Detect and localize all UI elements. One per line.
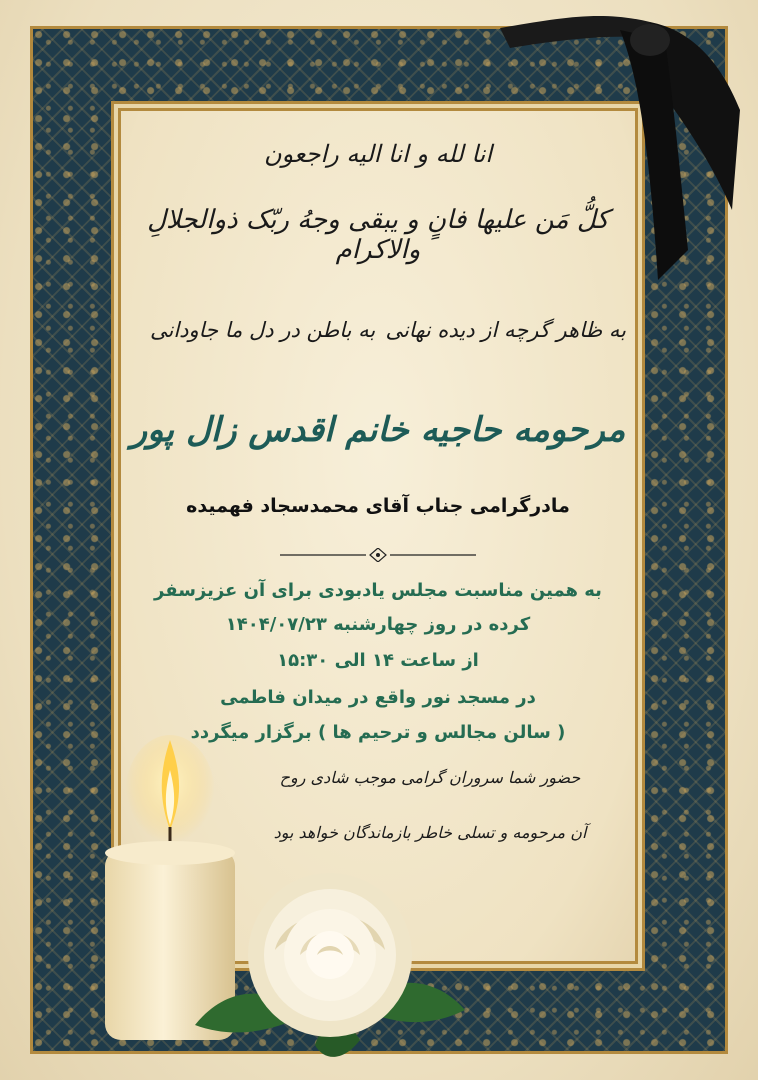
deceased-name: مرحومه حاجیه خانم اقدس زال پور <box>130 410 626 450</box>
poem <box>130 318 626 358</box>
poem-right-hemistich: به ظاهر گرچه از دیده نهانی <box>385 318 626 342</box>
closing-line-1: حضور شما سروران گرامی موجب شادی روح <box>279 768 581 787</box>
closing-line-2: آن مرحومه و تسلی خاطر بازماندگان خواهد بود <box>273 823 587 842</box>
details-line-5: ( سالن مجالس و ترحیم ها ) برگزار میگردد <box>190 722 566 743</box>
white-rose-icon <box>195 855 465 1070</box>
details-line-4: در مسجد نور واقع در میدان فاطمی <box>220 687 536 708</box>
quran-verse-1: انا لله و انا الیه راجعون <box>264 140 492 168</box>
details-line-3: از ساعت ۱۴ الی ۱۵:۳۰ <box>277 650 479 671</box>
relation-line: مادرگرامی جناب آقای محمدسجاد فهمیده <box>186 495 570 517</box>
details-line-2: کرده در روز چهارشنبه ۱۴۰۴/۰۷/۲۳ <box>225 614 531 635</box>
details-line-1: به همین مناسبت مجلس یادبودی برای آن عزیزسفر <box>154 580 602 601</box>
divider-ornament-icon <box>280 548 476 562</box>
quran-verse-2: کلُّ مَن علیها فانٍ و یبقی وجهُ ربّک ذوالجلالِ والاکرام <box>147 205 609 265</box>
poem-left-hemistich: به باطن در دل ما جاودانی <box>150 318 376 342</box>
